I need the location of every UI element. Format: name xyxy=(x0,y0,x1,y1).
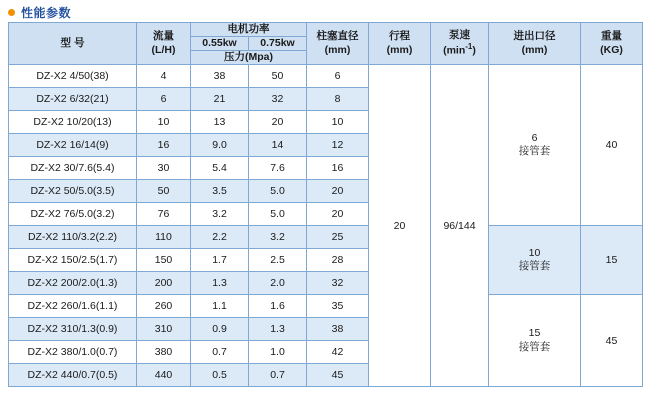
bullet-icon xyxy=(8,9,15,16)
cell-port-merged-3: 15 接管套 xyxy=(489,295,581,387)
page-title: 性能参数 xyxy=(21,5,72,20)
table-header xyxy=(9,23,643,65)
cell-piston: 45 xyxy=(307,364,369,387)
header-power-055: 0.55kw xyxy=(191,37,249,51)
cell-model: DZ-X2 110/3.2(2.2) xyxy=(9,226,137,249)
cell-flow: 4 xyxy=(137,65,191,88)
cell-model: DZ-X2 6/32(21) xyxy=(9,88,137,111)
cell-model: DZ-X2 16/14(9) xyxy=(9,134,137,157)
cell-piston: 8 xyxy=(307,88,369,111)
cell-power-055: 38 xyxy=(191,65,249,88)
cell-flow: 6 xyxy=(137,88,191,111)
cell-model: DZ-X2 440/0.7(0.5) xyxy=(9,364,137,387)
cell-power-055: 1.3 xyxy=(191,272,249,295)
cell-flow: 200 xyxy=(137,272,191,295)
header-weight-unit: (KG) xyxy=(600,43,623,56)
header-pump-speed-label: 泵速 xyxy=(449,28,470,41)
cell-flow: 50 xyxy=(137,180,191,203)
table-row xyxy=(9,295,643,318)
cell-power-055: 9.0 xyxy=(191,134,249,157)
cell-weight-merged-2: 15 xyxy=(581,226,643,295)
header-pump-speed-exponent: -1 xyxy=(465,42,473,52)
header-flow xyxy=(137,23,191,65)
cell-flow: 150 xyxy=(137,249,191,272)
cell-model: DZ-X2 30/7.6(5.4) xyxy=(9,157,137,180)
cell-power-075: 1.0 xyxy=(249,341,307,364)
cell-piston: 25 xyxy=(307,226,369,249)
header-motor-power: 电机功率 xyxy=(191,23,307,37)
table-body xyxy=(9,65,643,387)
header-weight-label: 重量 xyxy=(601,30,622,43)
cell-power-055: 3.2 xyxy=(191,203,249,226)
header-piston-diameter xyxy=(307,23,369,65)
cell-piston: 35 xyxy=(307,295,369,318)
header-port-size xyxy=(489,23,581,65)
cell-flow: 76 xyxy=(137,203,191,226)
cell-power-075: 3.2 xyxy=(249,226,307,249)
cell-piston: 16 xyxy=(307,157,369,180)
header-stroke xyxy=(369,23,431,65)
cell-power-075: 1.3 xyxy=(249,318,307,341)
cell-power-075: 5.0 xyxy=(249,203,307,226)
table-row xyxy=(9,226,643,249)
cell-port-merged-2: 10 接管套 xyxy=(489,226,581,295)
cell-model: DZ-X2 76/5.0(3.2) xyxy=(9,203,137,226)
cell-model: DZ-X2 50/5.0(3.5) xyxy=(9,180,137,203)
cell-power-075: 20 xyxy=(249,111,307,134)
cell-flow: 310 xyxy=(137,318,191,341)
header-pressure: 压力(Mpa) xyxy=(191,51,307,65)
cell-weight-merged-1: 40 xyxy=(581,65,643,226)
header-stroke-label: 行程 xyxy=(389,30,410,43)
cell-pump-speed-merged: 96/144 xyxy=(431,65,489,387)
header-weight xyxy=(581,23,643,65)
cell-power-055: 3.5 xyxy=(191,180,249,203)
cell-flow: 30 xyxy=(137,157,191,180)
cell-model: DZ-X2 200/2.0(1.3) xyxy=(9,272,137,295)
header-flow-unit: (L/H) xyxy=(151,43,176,56)
cell-power-075: 1.6 xyxy=(249,295,307,318)
cell-piston: 28 xyxy=(307,249,369,272)
performance-parameters-table xyxy=(8,22,643,387)
cell-flow: 380 xyxy=(137,341,191,364)
cell-weight-merged-3: 45 xyxy=(581,295,643,387)
cell-power-055: 5.4 xyxy=(191,157,249,180)
cell-flow: 16 xyxy=(137,134,191,157)
cell-power-075: 2.0 xyxy=(249,272,307,295)
cell-power-055: 1.1 xyxy=(191,295,249,318)
cell-power-055: 0.7 xyxy=(191,341,249,364)
cell-flow: 440 xyxy=(137,364,191,387)
cell-piston: 32 xyxy=(307,272,369,295)
cell-stroke-merged: 20 xyxy=(369,65,431,387)
cell-piston: 20 xyxy=(307,180,369,203)
header-piston-unit: (mm) xyxy=(324,43,351,56)
cell-power-075: 2.5 xyxy=(249,249,307,272)
header-power-075: 0.75kw xyxy=(249,37,307,51)
cell-piston: 42 xyxy=(307,341,369,364)
header-flow-label: 流量 xyxy=(153,30,174,43)
cell-model: DZ-X2 4/50(38) xyxy=(9,65,137,88)
cell-piston: 10 xyxy=(307,111,369,134)
cell-model: DZ-X2 380/1.0(0.7) xyxy=(9,341,137,364)
cell-piston: 12 xyxy=(307,134,369,157)
header-model: 型 号 xyxy=(9,23,137,65)
cell-model: DZ-X2 310/1.3(0.9) xyxy=(9,318,137,341)
cell-model: DZ-X2 10/20(13) xyxy=(9,111,137,134)
table-row xyxy=(9,65,643,88)
cell-model: DZ-X2 150/2.5(1.7) xyxy=(9,249,137,272)
cell-power-055: 13 xyxy=(191,111,249,134)
cell-piston: 20 xyxy=(307,203,369,226)
section-heading xyxy=(0,0,650,22)
header-piston-label: 柱塞直径 xyxy=(316,30,359,43)
header-pump-speed-unit: $(\min^{-1})$ xyxy=(443,42,476,57)
cell-power-075: 14 xyxy=(249,134,307,157)
cell-power-075: 5.0 xyxy=(249,180,307,203)
cell-power-075: 50 xyxy=(249,65,307,88)
cell-flow: 260 xyxy=(137,295,191,318)
cell-power-055: 21 xyxy=(191,88,249,111)
cell-power-075: 0.7 xyxy=(249,364,307,387)
cell-piston: 38 xyxy=(307,318,369,341)
cell-power-055: 2.2 xyxy=(191,226,249,249)
cell-flow: 110 xyxy=(137,226,191,249)
header-port-label: 进出口径 xyxy=(513,30,556,43)
header-port-unit: (mm) xyxy=(521,43,548,56)
header-stroke-unit: (mm) xyxy=(386,43,413,56)
cell-model: DZ-X2 260/1.6(1.1) xyxy=(9,295,137,318)
cell-power-055: 1.7 xyxy=(191,249,249,272)
cell-power-055: 0.5 xyxy=(191,364,249,387)
cell-port-merged-1: 6 接管套 xyxy=(489,65,581,226)
header-pump-speed xyxy=(431,23,489,65)
cell-flow: 10 xyxy=(137,111,191,134)
cell-power-075: 32 xyxy=(249,88,307,111)
cell-power-075: 7.6 xyxy=(249,157,307,180)
cell-power-055: 0.9 xyxy=(191,318,249,341)
cell-piston: 6 xyxy=(307,65,369,88)
